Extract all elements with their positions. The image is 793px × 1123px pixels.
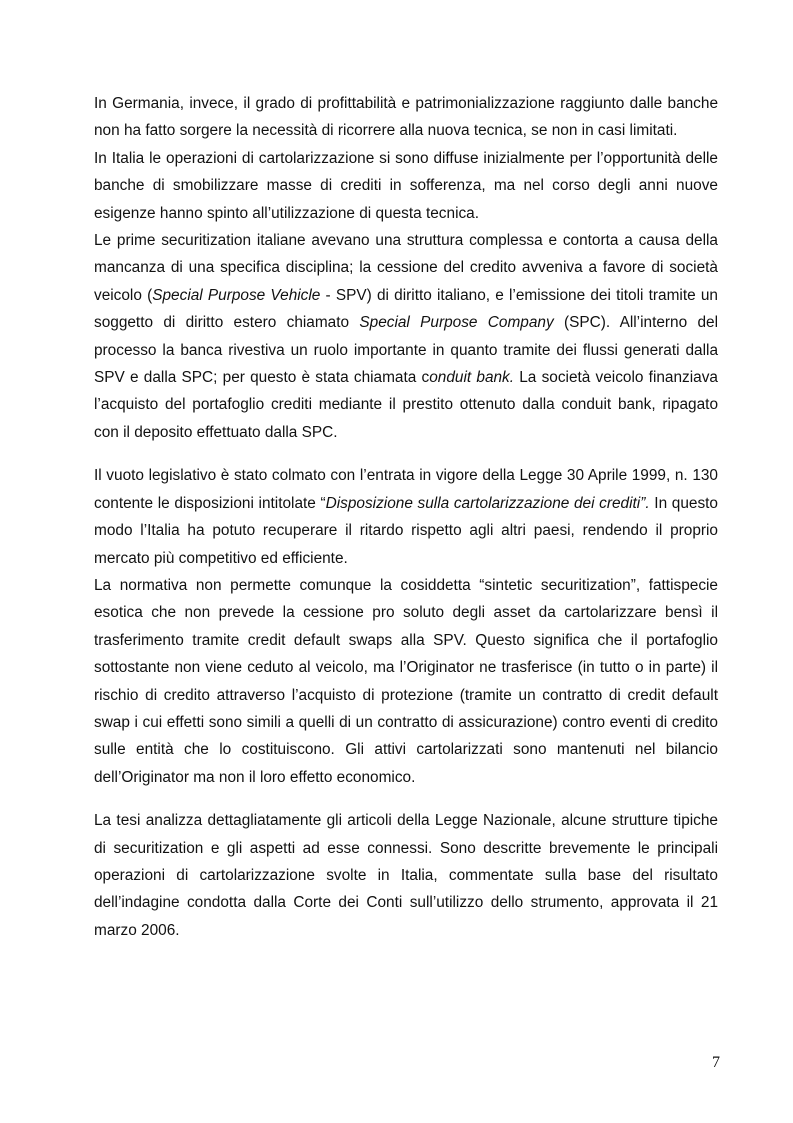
italic-term-spc: Special Purpose Company — [359, 314, 554, 332]
text-segment: - SPV) di diritto italiano, e l’emissione dei titoli tramite un soggetto di diritto estero chiamato — [94, 286, 718, 332]
text-segment: Le prime securitization italiane avevano una struttura complessa e contorta a causa della mancanza di una specifica disciplina; la cessione del credito avveniva a favore di società veicolo ( — [94, 232, 718, 304]
paragraph-prime-securitization — [94, 227, 718, 446]
italic-law-title: Disposizione sulla cartolarizzazione dei crediti”. — [325, 494, 650, 512]
document-body — [94, 90, 718, 944]
text-segment: La normativa non permette comunque la cosiddetta “sintetic securitization”, fattispecie esotica che non prevede la cessione pro soluto degli asset da cartolarizzare bensì il trasferimento tramite credit default swaps alla SPV. Questo significa che il portafoglio sottostante non viene ceduto al veicolo, ma l’Originator ne trasferisce (in tutto o in parte) il rischio di credito attraverso l’acquisto di protezione (tramite un contratto di credit default swap i cui effetti sono simili a quelli di un contratto di assicurazione) contro eventi di credito sulle entità che lo costituiscono. Gli attivi cartolarizzati sono mantenuti nel bilancio dell’Originator ma non il loro effetto economico. — [94, 576, 718, 786]
text-segment: In questo modo l’Italia ha potuto recuperare il ritardo rispetto agli altri paesi, rendendo il proprio mercato più competitivo ed efficiente. — [94, 494, 718, 567]
italic-term-conduit-bank: onduit bank. — [429, 369, 515, 387]
page-number: 7 — [712, 1054, 720, 1071]
italic-term-spv: Special Purpose Vehicle — [152, 286, 321, 304]
paragraph-tesi-analizza — [94, 807, 718, 944]
paragraph-spacer — [94, 446, 718, 462]
paragraph-legge-130 — [94, 462, 718, 572]
text-segment: In Italia le operazioni di cartolarizzazione si sono diffuse inizialmente per l’opportunità delle banche di smobilizzare masse di crediti in sofferenza, ma nel corso degli anni nuove esigenze hanno spinto all’utilizzazione di questa tecnica. — [94, 149, 718, 222]
paragraph-spacer — [94, 791, 718, 807]
text-segment: La società veicolo finanziava l’acquisto del portafoglio crediti mediante il prestito ottenuto dalla conduit bank, ripagato con il deposito effettuato dalla SPC. — [94, 369, 718, 441]
paragraph-italia-sofferenze — [94, 145, 718, 227]
paragraph-germania — [94, 90, 718, 145]
text-segment: La tesi analizza dettagliatamente gli articoli della Legge Nazionale, alcune strutture tipiche di securitization e gli aspetti ad esse connessi. Sono descritte brevemente le principali operazioni di cartolarizzazione svolte in Italia, commentate sulla base del risultato dell’indagine condotta dalla Corte dei Conti sull’utilizzo dello strumento, approvata il 21 marzo 2006. — [94, 812, 718, 939]
text-segment: Il vuoto legislativo è stato colmato con l’entrata in vigore della Legge 30 Aprile 1999, n. 130 contente le disposizioni intitolate “ — [94, 467, 718, 512]
text-segment: In Germania, invece, il grado di profittabilità e patrimonializzazione raggiunto dalle banche non ha fatto sorgere la necessità di ricorrere alla nuova tecnica, se non in casi limitati. — [94, 95, 718, 140]
paragraph-normativa-sintetica — [94, 572, 718, 791]
text-segment: (SPC). All’interno del processo la banca rivestiva un ruolo importante in quanto tramite dei flussi generati dalla SPV e dalla SPC; per questo è stata chiamata c — [94, 314, 718, 387]
